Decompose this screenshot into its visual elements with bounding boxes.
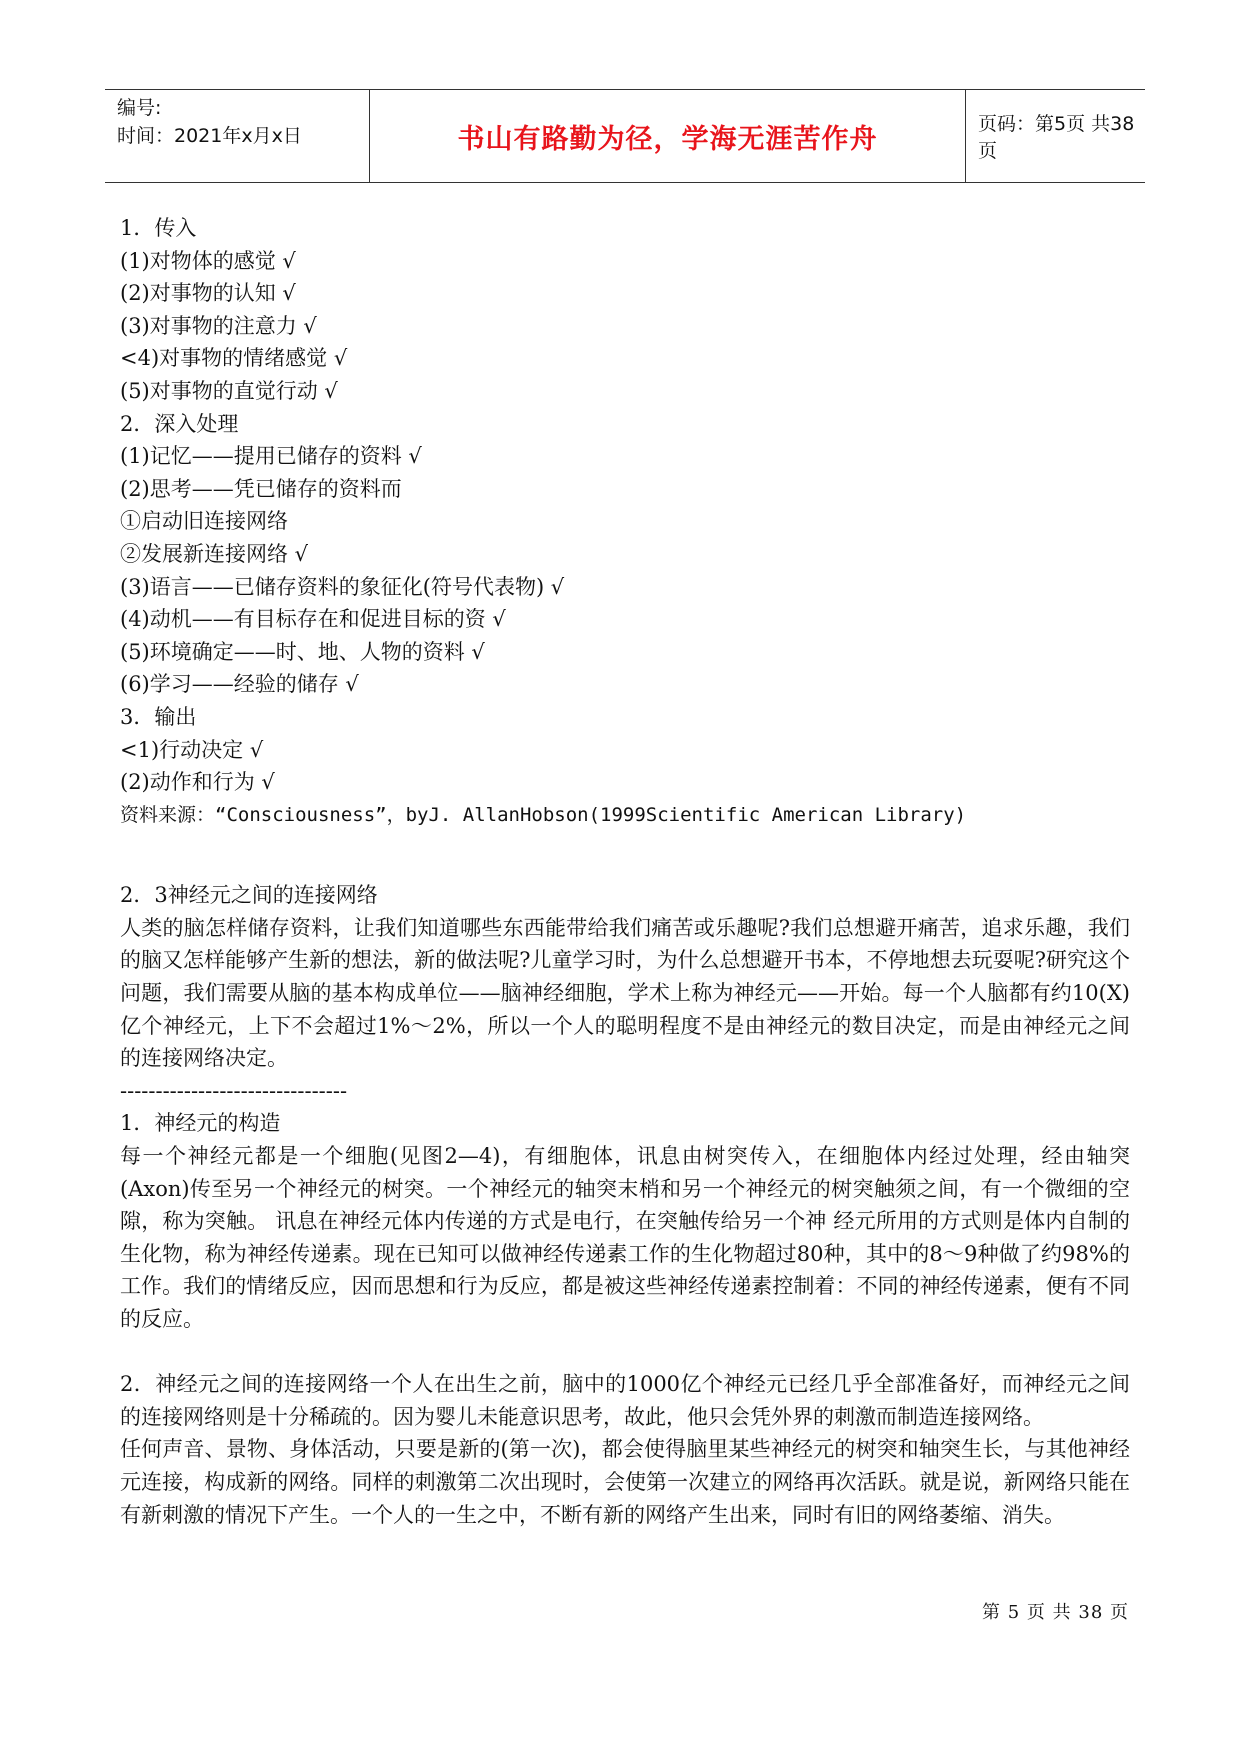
header-number: 编号: [117, 97, 162, 119]
header-page-number: 页码：第5页 共38页 [978, 113, 1135, 162]
divider-line: -------------------------------- [120, 1078, 348, 1103]
list-item: ①启动旧连接网络 [120, 509, 288, 534]
list-item: (5)环境确定——时、地、人物的资料 √ [120, 639, 485, 664]
section-heading-neuron: 1．神经元的构造 [120, 1111, 281, 1136]
list-item: (1)记忆——提用已储存的资料 √ [120, 444, 422, 469]
list-item: (2)思考——凭已储存的资料而 [120, 476, 402, 501]
header-page-cell [966, 90, 1145, 182]
section-heading-input: 1．传入 [120, 216, 197, 240]
document-body [120, 212, 1130, 1531]
list-item: (1)对物体的感觉 √ [120, 248, 296, 273]
header-motto: 书山有路勤为径，学海无涯苦作舟 [457, 123, 878, 155]
list-item: (6)学习——经验的储存 √ [120, 672, 359, 697]
page-header [105, 89, 1145, 183]
header-meta [105, 90, 370, 182]
paragraph-network-1: 2．神经元之间的连接网络一个人在出生之前，脑中的1000亿个神经元已经几乎全部准备好，而神经元之间的连接网络则是十分稀疏的。因为婴儿未能意识思考，故此，他只会凭外界的刺激而制造连接网络。 [120, 1372, 1130, 1429]
list-item: (5)对事物的直觉行动 √ [120, 378, 338, 403]
section-heading-2-3: 2．3神经元之间的连接网络 [120, 883, 378, 908]
paragraph-intro: 人类的脑怎样储存资料，让我们知道哪些东西能带给我们痛苦或乐趣呢?我们总想避开痛苦，追求乐趣，我们的脑又怎样能够产生新的想法，新的做法呢?儿童学习时，为什么总想避开书本，不停地想去玩耍呢?研究这个问题，我们需要从脑的基本构成单位——脑神经细胞，学术上称为神经元——开始。每一个人脑都有约10(X)亿个神经元，上下不会超过1%～2%，所以一个人的聪明程度不是由神经元的数目决定，而是由神经元之间的连接网络决定。 [120, 915, 1130, 1071]
section-heading-output: 3．输出 [120, 704, 197, 729]
paragraph-neuron: 每一个神经元都是一个细胞(见图2—4)，有细胞体，讯息由树突传入，在细胞体内经过处理，经由轴突(Axon)传至另一个神经元的树突。一个神经元的轴突末梢和另一个神经元的树突触须之间，有一个微细的空隙，称为突触。 讯息在神经元体内传递的方式是电行，在突触传给另一个神 经元所用的方式则是体内自制的生化物，称为神经传递素。现在已知可以做神经传递素工作的生化物超过80种，其中的8～9种做了约98%的工作。我们的情绪反应，因而思想和行为反应，都是被这些神经传递素控制着：不同的神经传递素，便有不同的反应。 [120, 1144, 1130, 1331]
list-item: (2)动作和行为 √ [120, 770, 275, 795]
list-item: (3)对事物的注意力 √ [120, 313, 317, 338]
list-item: (2)对事物的认知 √ [120, 281, 296, 306]
source-citation: 资料来源：“Consciousness”，byJ. AllanHobson(1999Scientific American Library) [120, 803, 967, 826]
header-motto-cell [370, 90, 966, 182]
list-item: (3)语言——已储存资料的象征化(符号代表物) √ [120, 574, 565, 599]
list-item: <1)行动决定 √ [120, 737, 264, 762]
paragraph-network-2: 任何声音、景物、身体活动，只要是新的(第一次)，都会使得脑里某些神经元的树突和轴突生长，与其他神经元连接，构成新的网络。同样的刺激第二次出现时，会使第一次建立的网络再次活跃。就是说，新网络只能在有新刺激的情况下产生。一个人的一生之中，不断有新的网络产生出来，同时有旧的网络萎缩、消失。 [120, 1437, 1130, 1527]
list-item: <4)对事物的情绪感觉 √ [120, 346, 348, 371]
list-item: (4)动机——有目标存在和促进目标的资 √ [120, 607, 506, 632]
header-time: 时间：2021年x月x日 [117, 125, 302, 147]
page-footer: 第 5 页 共 38 页 [982, 1602, 1129, 1623]
section-heading-processing: 2．深入处理 [120, 411, 239, 436]
list-item: ②发展新连接网络 √ [120, 541, 309, 566]
